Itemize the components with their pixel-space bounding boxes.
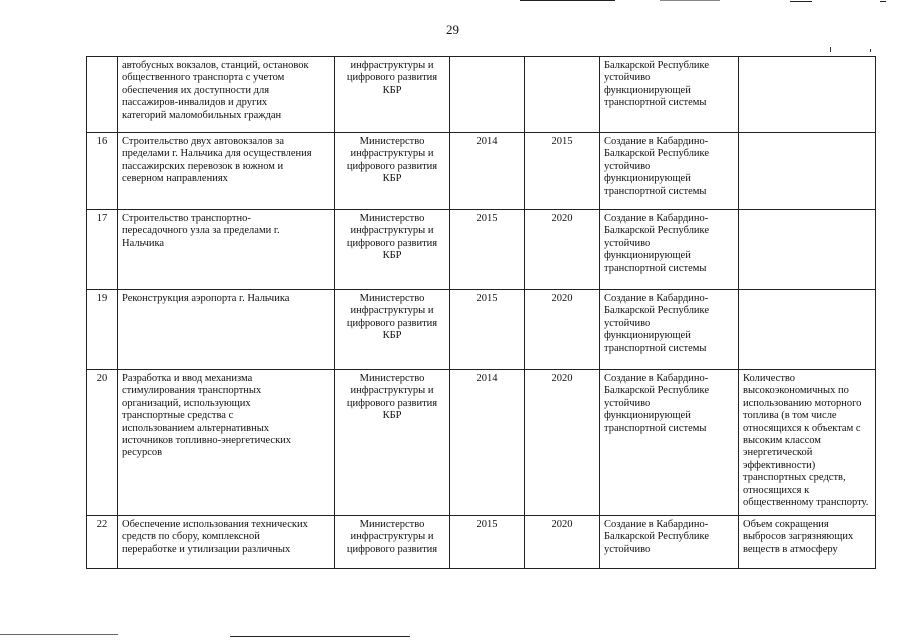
target-indicator bbox=[739, 210, 876, 290]
table-row bbox=[87, 290, 876, 370]
table-row bbox=[87, 57, 876, 133]
start-year: 2014 bbox=[450, 133, 525, 210]
row-number: 16 bbox=[87, 133, 118, 210]
start-year: 2015 bbox=[450, 290, 525, 370]
start-year: 2015 bbox=[450, 210, 525, 290]
row-number: 19 bbox=[87, 290, 118, 370]
start-year: 2015 bbox=[450, 516, 525, 569]
row-number: 20 bbox=[87, 370, 118, 516]
scan-mark-top-3 bbox=[790, 1, 812, 2]
table-row bbox=[87, 133, 876, 210]
target-indicator bbox=[739, 290, 876, 370]
responsible-executor: Министерство инфраструктуры и цифрового развития КБР bbox=[335, 370, 450, 516]
start-year bbox=[450, 57, 525, 133]
scan-mark-top-4 bbox=[880, 1, 886, 2]
scan-tick-2 bbox=[870, 49, 871, 52]
expected-result: Создание в Кабардино- Балкарской Республике устойчиво функционирующей транспортной системы bbox=[600, 370, 739, 516]
measure-name: автобусных вокзалов, станций, остановок общественного транспорта с учетом обеспечения их доступности для пассажиров-инвалидов и других категорий маломобильных граждан bbox=[118, 57, 335, 133]
scan-mark-bottom-2 bbox=[230, 636, 410, 637]
responsible-executor: Министерство инфраструктуры и цифрового развития КБР bbox=[335, 290, 450, 370]
measure-name: Разработка и ввод механизма стимулирования транспортных организаций, использующих транспортные средства с использованием альтернативных источников топливно-энергетических ресурсов bbox=[118, 370, 335, 516]
measure-name: Строительство транспортно- пересадочного узла за пределами г. Нальчика bbox=[118, 210, 335, 290]
target-indicator bbox=[739, 57, 876, 133]
end-year: 2020 bbox=[525, 210, 600, 290]
row-number: 17 bbox=[87, 210, 118, 290]
scan-mark-top-1 bbox=[520, 0, 615, 1]
expected-result: Создание в Кабардино- Балкарской Республике устойчиво функционирующей транспортной системы bbox=[600, 133, 739, 210]
scan-tick-1 bbox=[830, 47, 831, 52]
expected-result: Создание в Кабардино- Балкарской Республике устойчиво функционирующей транспортной системы bbox=[600, 210, 739, 290]
measure-name: Реконструкция аэропорта г. Нальчика bbox=[118, 290, 335, 370]
scan-mark-bottom-1 bbox=[0, 634, 118, 635]
page-number: 29 bbox=[446, 22, 459, 37]
target-indicator bbox=[739, 133, 876, 210]
end-year bbox=[525, 57, 600, 133]
responsible-executor: Министерство инфраструктуры и цифрового развития КБР bbox=[335, 210, 450, 290]
responsible-executor: инфраструктуры и цифрового развития КБР bbox=[335, 57, 450, 133]
end-year: 2015 bbox=[525, 133, 600, 210]
target-indicator: Количество высокоэкономичных по использованию моторного топлива (в том числе относящихся к объектам с высоким классом энергетической эффективности) транспортных средств, относящихся к общественному транспорту. bbox=[739, 370, 876, 516]
table-row bbox=[87, 370, 876, 516]
responsible-executor: Министерство инфраструктуры и цифрового развития bbox=[335, 516, 450, 569]
row-number: 22 bbox=[87, 516, 118, 569]
expected-result: Балкарской Республике устойчиво функционирующей транспортной системы bbox=[600, 57, 739, 133]
measure-name: Обеспечение использования технических средств по сбору, комплексной переработке и утилизации различных bbox=[118, 516, 335, 569]
measure-name: Строительство двух автовокзалов за пределами г. Нальчика для осуществления пассажирских перевозок в южном и северном направлениях bbox=[118, 133, 335, 210]
table-row bbox=[87, 516, 876, 569]
responsible-executor: Министерство инфраструктуры и цифрового развития КБР bbox=[335, 133, 450, 210]
program-table bbox=[86, 56, 876, 569]
scan-mark-top-2 bbox=[660, 0, 720, 1]
row-number bbox=[87, 57, 118, 133]
end-year: 2020 bbox=[525, 516, 600, 569]
end-year: 2020 bbox=[525, 370, 600, 516]
expected-result: Создание в Кабардино- Балкарской Республике устойчиво функционирующей транспортной системы bbox=[600, 290, 739, 370]
target-indicator: Объем сокращения выбросов загрязняющих веществ в атмосферу bbox=[739, 516, 876, 569]
start-year: 2014 bbox=[450, 370, 525, 516]
expected-result: Создание в Кабардино- Балкарской Республике устойчиво bbox=[600, 516, 739, 569]
end-year: 2020 bbox=[525, 290, 600, 370]
table-row bbox=[87, 210, 876, 290]
